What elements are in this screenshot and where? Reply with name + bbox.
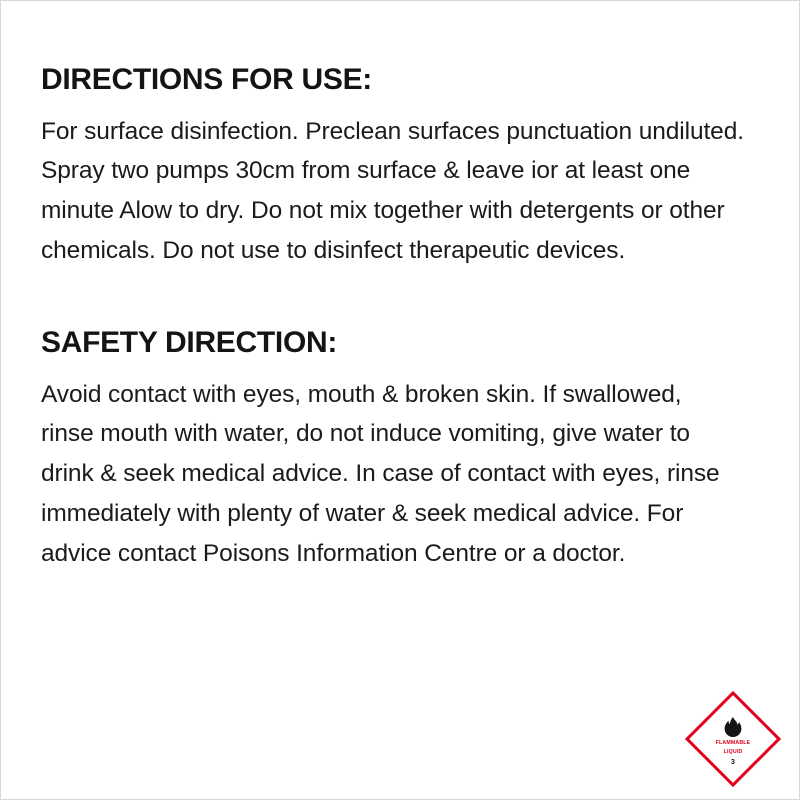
hazard-diamond-content xyxy=(688,694,778,784)
safety-direction-text: Avoid contact with eyes, mouth & broken skin. If swallowed, rinse mouth with water, do not induce vomiting, give water to drink & seek medical advice. In case of contact with eyes, rinse immediately with plenty of water & seek medical advice. For advice contact Poisons Information Centre or a doctor. xyxy=(41,380,720,567)
hazard-label-line-1: FLAMMABLE xyxy=(715,739,751,746)
safety-direction-section xyxy=(41,326,759,573)
directions-for-use-heading: DIRECTIONS FOR USE: xyxy=(41,63,372,96)
flammable-liquid-hazard-placard xyxy=(685,691,781,787)
hazard-label-line-2: LIQUID xyxy=(723,749,743,755)
hazard-class-number: 3 xyxy=(731,759,735,767)
safety-direction-heading: SAFETY DIRECTION: xyxy=(41,326,338,360)
directions-for-use-text: For surface disinfection. Preclean surfaces punctuation undiluted. Spray two pumps 30cm from surface & leave ior at least one minute Alow to dry. Do not mix together with detergents or other chemicals. Do not use to disinfect therapeutic devices. xyxy=(41,117,744,264)
flame-icon xyxy=(723,716,743,738)
directions-for-use-section xyxy=(41,63,759,270)
